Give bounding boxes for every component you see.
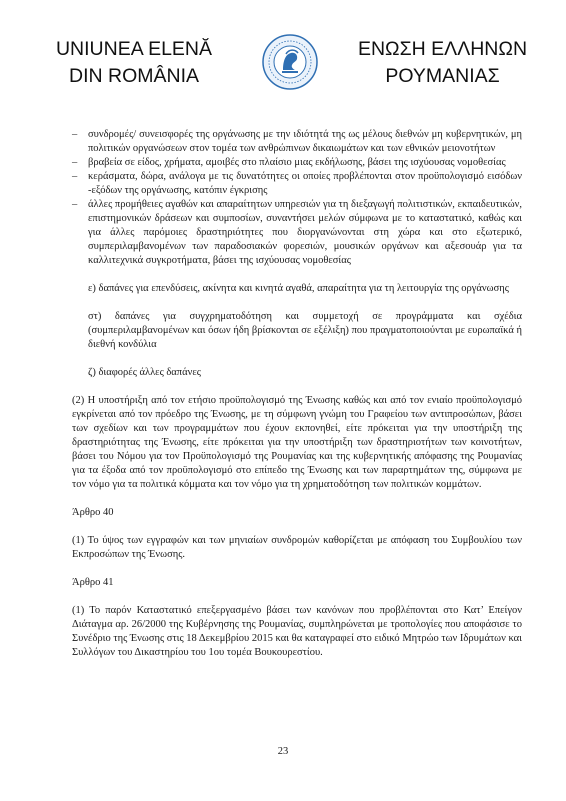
paragraph-z: ζ) διαφορές άλλες δαπάνες [88, 367, 201, 378]
header-right-line1: ΕΝΩΣΗ ΕΛΛΗΝΩΝ [357, 38, 528, 60]
article-41-heading: Άρθρο 41 [72, 577, 114, 588]
list-item-text: κεράσματα, δώρα, ανάλογα με τις δυνατότητες οι οποίες προβλέπονται στον προϋπολογισμό εισόδων -εξόδων της οργάνωσης, κατόπιν έγκρισης [88, 171, 522, 196]
header-left [44, 36, 224, 90]
list-item [72, 156, 522, 170]
header-right-line2: ΡΟΥΜΑΝΙΑΣ [385, 65, 500, 87]
association-emblem-icon [262, 34, 318, 90]
page-number: 23 [277, 746, 289, 757]
paragraph-e: ε) δαπάνες για επενδύσεις, ακίνητα και κινητά αγαθά, απαραίτητα για τη λειτουργία της οργάνωσης [88, 283, 509, 294]
paragraph-2: (2) Η υποστήριξη από τον ετήσιο προϋπολογισμό της Ένωσης καθώς και από τον ενιαίο προϋπολογισμό εγκρίνεται από τον πρόεδρο της Ένωσης, με τη σύμφωνη γνώμη του Γραφείου των αντιπροσώπων, βάσει των σχεδίων και των προγραμμάτων που έχουν εκπονηθεί, είτε πρόκειται για την υποστήριξη της δραστηριότητας της Ένωσης, είτε πρόκειται για την υποστήριξη των δραστηριοτήτων των κοινοτήτων, βάσει του Νόμου για τον Προϋπολογισμό της Ρουμανίας και της κυβερνητικής απόφασης της Ρουμανίας για τα έξοδα από τον προϋπολογισμό στο επίπεδο της Ένωσης και των παραρτημάτων της, σύμφωνα με τον νόμο για τα πολιτικά κόμματα και τον νόμο για τη χρηματοδότηση των πολιτικών κομμάτων. [72, 395, 522, 490]
list-item [72, 170, 522, 198]
dash-marker: – [72, 157, 78, 168]
list-item-text: άλλες προμήθειες αγαθών και απαραίτητων υπηρεσιών για τη διεξαγωγή πολιτιστικών, εκπαιδευτικών, επιστημονικών δράσεων και συμποσίων, συναντήσει μελών σύμφωνα με το καταστατικό, καθώς και για άλλες παρόμοιες δραστηριότητες που διοργανώνονται στη χώρα και στο εξωτερικό, συμπεριλαμβανομένων των παραδοσιακών φορεσιών, μουσικών οργάνων και αξεσουάρ για τα καλλιτεχνικά συγκροτήματα, βάσει της ισχύουσας νομοθεσίας [88, 199, 522, 266]
list-item-text: βραβεία σε είδος, χρήματα, αμοιβές στο πλαίσιο μιας εκδήλωσης, βάσει της ισχύουσας νομοθεσίας [88, 157, 506, 168]
header-left-line2: DIN ROMÂNIA [68, 65, 199, 87]
dash-marker: – [72, 199, 78, 210]
article-40-paragraph-1: (1) Το ύψος των εγγραφών και των μηνιαίων συνδρομών καθορίζεται με απόφαση του Συμβουλίου των Εκπροσώπων της Ένωσης. [72, 535, 522, 560]
article-41-paragraph-1: (1) Το παρόν Καταστατικό επεξεργασμένο βάσει των κανόνων που προβλέπονται στο Κατ’ Επείγον Διάταγμα αρ. 26/2000 της Κυβέρνησης της Ρουμανίας, συμπληρώνεται με τροπολογίες που αποφάσισε το Συνέδριο της Ένωσης στις 18 Δεκεμβρίου 2015 και θα καταγραφεί στο ειδικό Μητρώο των Ιδρυμάτων και Συλλόγων του Δικαστηρίου του 1ου τομέα Βουκουρεστίου. [72, 605, 522, 658]
list-item-text: συνδρομές/ συνεισφορές της οργάνωσης με την ιδιότητά της ως μέλους διεθνών μη κυβερνητικών, μη πολιτικών οργανώσεων στον τομέα των ανθρώπινων δικαιωμάτων και των εθνικών μειονοτήτων [88, 129, 522, 154]
header-right [355, 36, 530, 90]
paragraph-st: στ) δαπάνες για συγχρηματοδότηση και συμμετοχή σε προγράμματα και σχέδια (συμπεριλαμβανομένων και όσων ήδη βρίσκονται σε εξέλιξη) που πραγματοποιούνται με ευρωπαϊκά ή διεθνή κονδύλια [88, 311, 522, 350]
document-body [72, 128, 522, 660]
header-left-line1: UNIUNEA ELENĂ [55, 38, 213, 60]
article-40-heading: Άρθρο 40 [72, 507, 114, 518]
dash-marker: – [72, 171, 78, 182]
list-item [72, 128, 522, 156]
list-item [72, 198, 522, 268]
dash-marker: – [72, 129, 78, 140]
